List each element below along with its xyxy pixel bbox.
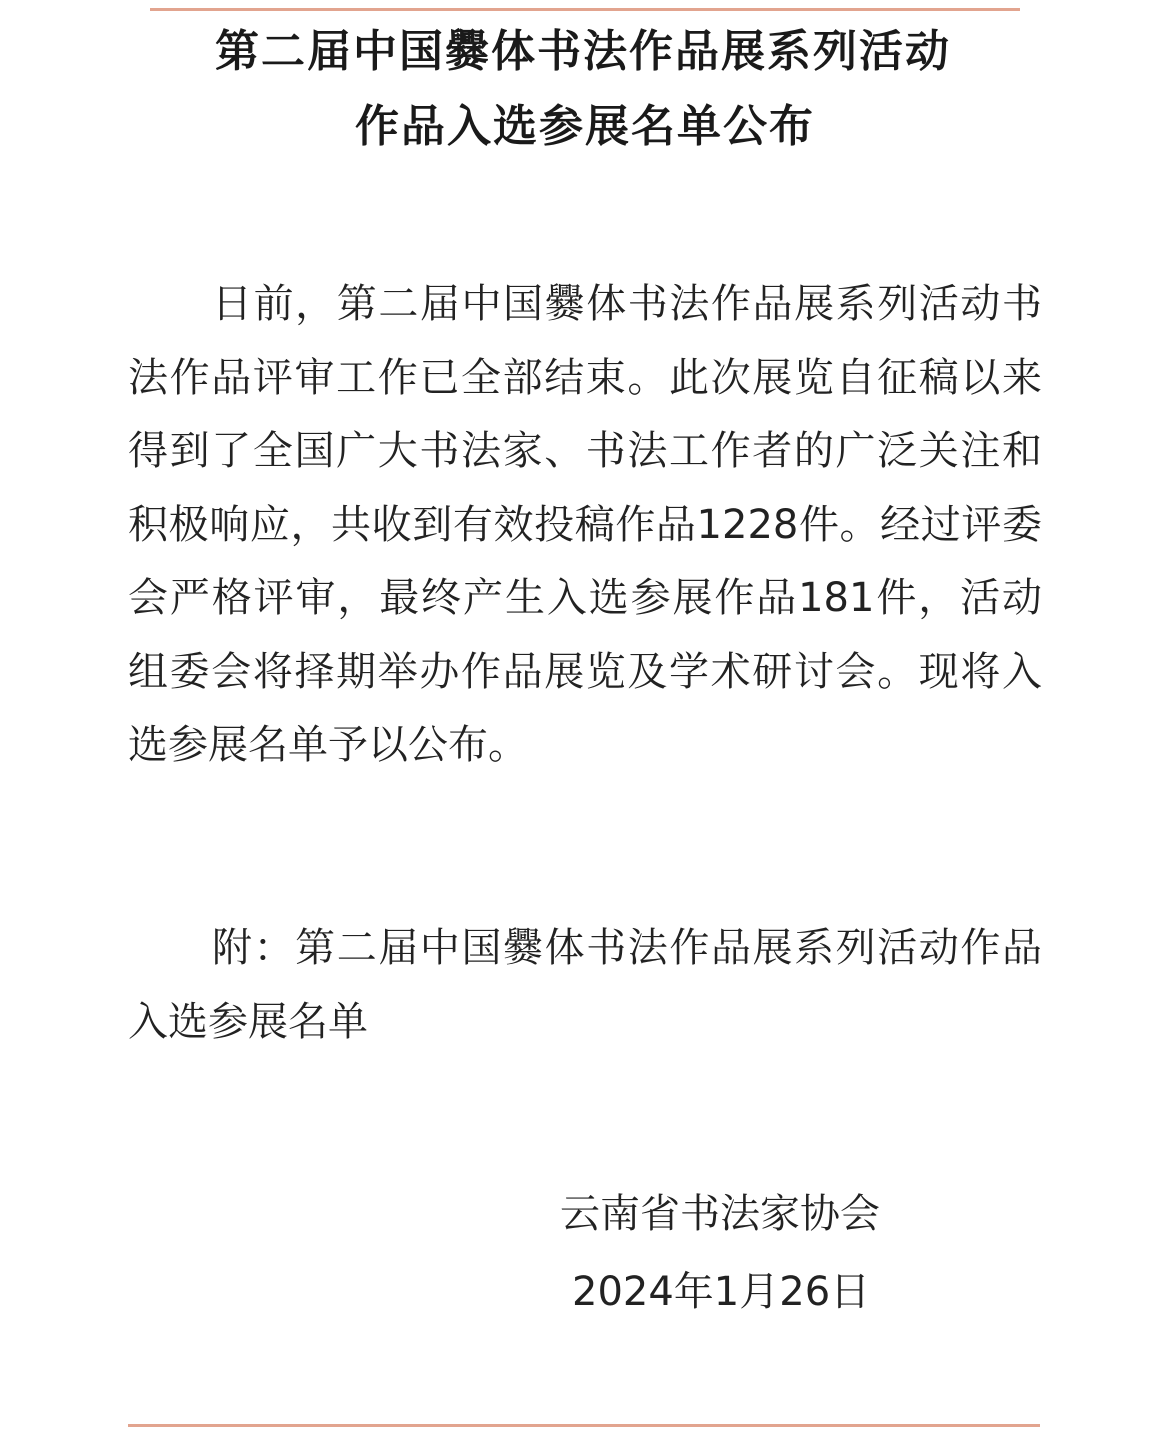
signature-organization: 云南省书法家协会 [560, 1191, 880, 1237]
body-paragraph: 日前，第二届中国爨体书法作品展系列活动书法作品评审工作已全部结束。此次展览自征稿以来得到了全国广大书法家、书法工作者的广泛关注和积极响应，共收到有效投稿作品1228件。经过评委会严格评审，最终产生入选参展作品181件，活动组委会将择期举办作品展览及学术研讨会。现将入选参展名单予以公布。 [128, 281, 1042, 768]
attachment-paragraph: 附：第二届中国爨体书法作品展系列活动作品入选参展名单 [128, 925, 1042, 1045]
top-divider [150, 8, 1020, 11]
bottom-divider [128, 1424, 1040, 1427]
title-line-1: 第二届中国爨体书法作品展系列活动 [215, 26, 951, 77]
title-line-2: 作品入选参展名单公布 [355, 101, 815, 152]
signature-date: 2024年1月26日 [572, 1269, 871, 1315]
